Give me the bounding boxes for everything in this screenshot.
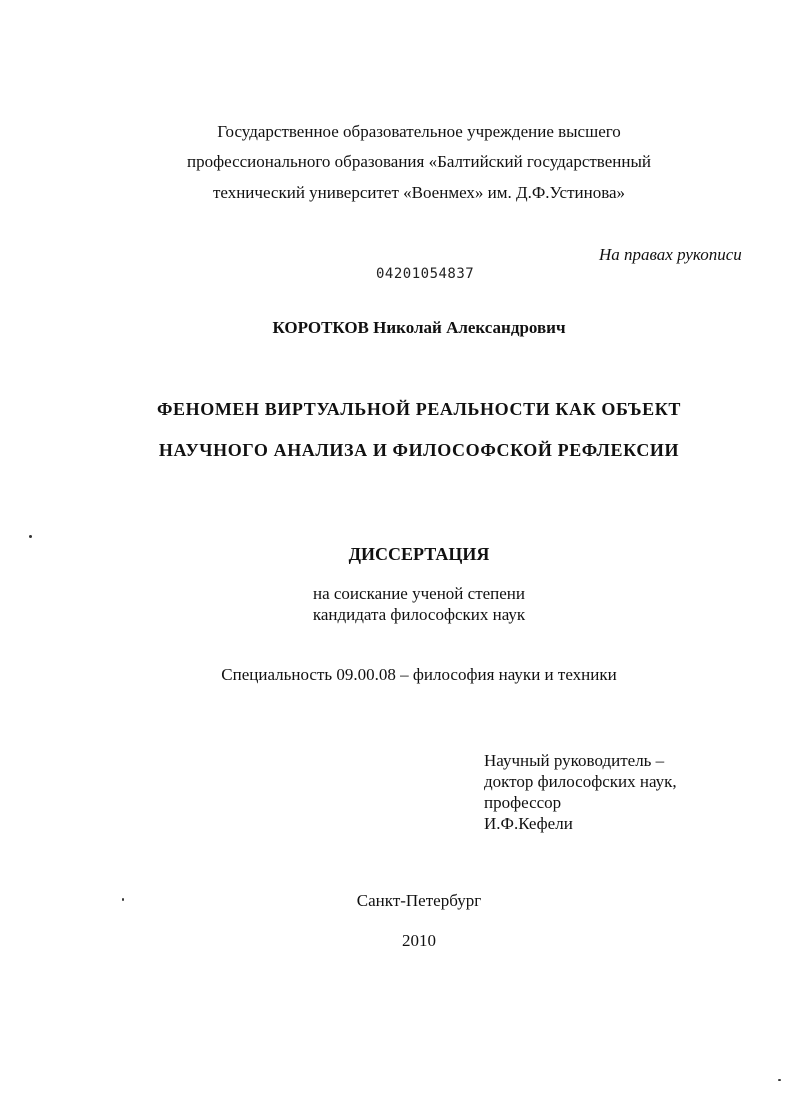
- institution-line-1: Государственное образовательное учреждение высшего: [217, 122, 621, 141]
- degree-line-2: кандидата философских наук: [312, 605, 526, 624]
- city: Санкт-Петербург: [356, 891, 482, 910]
- institution-line-2: профессионального образования «Балтийский государственный: [186, 152, 651, 171]
- scan-speck: [122, 898, 124, 901]
- specialty: Специальность 09.00.08 – философия науки и техники: [221, 665, 617, 684]
- supervisor-role: Научный руководитель –: [484, 751, 665, 770]
- scan-speck: [29, 535, 32, 538]
- supervisor-block: [484, 750, 677, 834]
- supervisor-name: И.Ф.Кефели: [484, 814, 573, 833]
- author-name: КОРОТКОВ Николай Александрович: [272, 318, 566, 337]
- supervisor-rank: профессор: [484, 793, 562, 812]
- year: 2010: [402, 931, 436, 950]
- title-line-2: НАУЧНОГО АНАЛИЗА И ФИЛОСОФСКОЙ РЕФЛЕКСИИ: [158, 440, 680, 460]
- manuscript-note: На правах рукописи: [599, 245, 742, 264]
- catalog-code: 04201054837: [376, 266, 475, 282]
- supervisor-degree: доктор философских наук,: [484, 772, 677, 791]
- title-line-1: ФЕНОМЕН ВИРТУАЛЬНОЙ РЕАЛЬНОСТИ КАК ОБЪЕКТ: [156, 399, 682, 419]
- degree-line-1: на соискание ученой степени: [312, 584, 526, 603]
- work-type-heading: ДИССЕРТАЦИЯ: [348, 544, 490, 564]
- institution-line-3: технический университет «Военмех» им. Д.Ф.Устинова»: [212, 183, 626, 202]
- scan-speck: [778, 1079, 781, 1081]
